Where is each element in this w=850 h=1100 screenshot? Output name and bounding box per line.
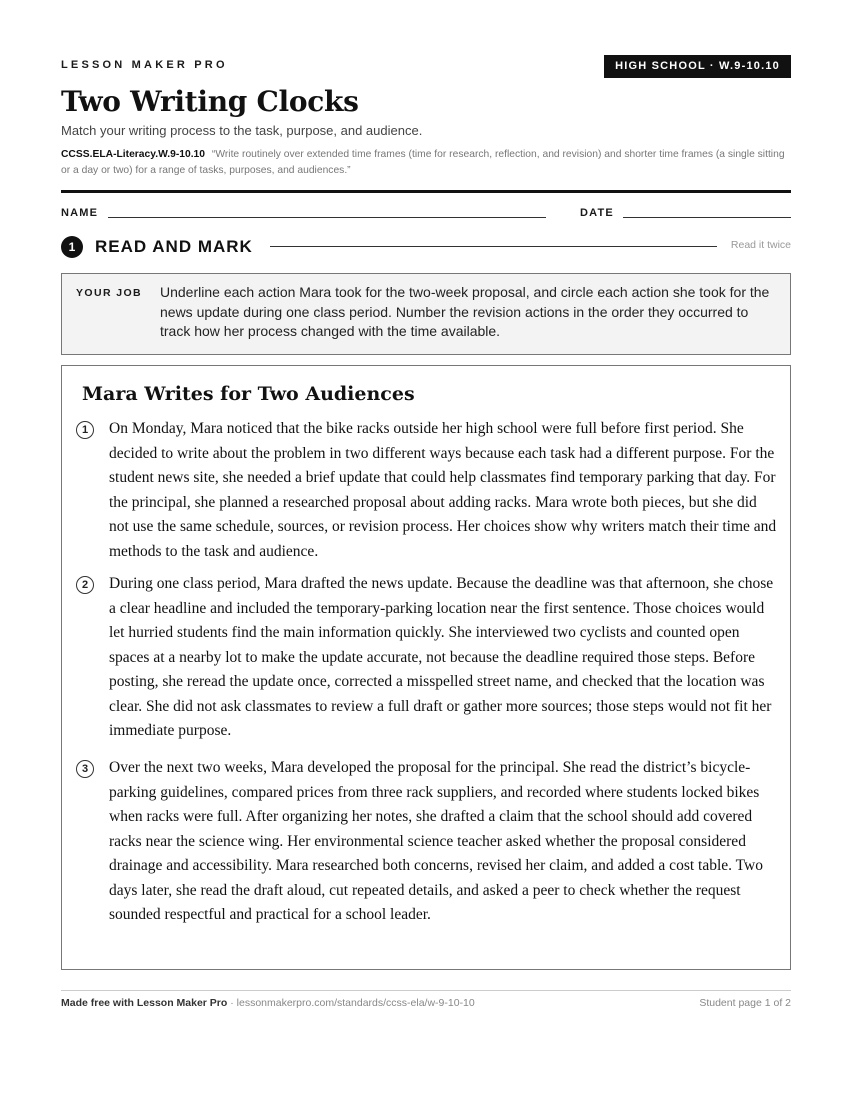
footer-made-with: Made free with Lesson Maker Pro [61, 997, 228, 1009]
page-subtitle: Match your writing process to the task, purpose, and audience. [61, 123, 423, 138]
section-title: READ AND MARK [95, 237, 253, 256]
your-job-text: Underline each action Mara took for the two-week proposal, and circle each action she took for the news update during one class period. Number the revision actions in the order they occurred to track how her process changed with the time available. [160, 284, 770, 339]
page-title: Two Writing Clocks [61, 85, 359, 118]
name-label: NAME [61, 207, 99, 219]
header-divider [61, 190, 791, 193]
paragraph-2 [76, 572, 776, 747]
reading-title: Mara Writes for Two Audiences [82, 383, 415, 405]
paragraph-text[interactable]: Over the next two weeks, Mara developed the proposal for the principal. She read the district’s bicycle-parking guidelines, compared prices from three rack suppliers, and recorded where students locked bikes when racks were full. After organizing her notes, she drafted a claim that the school should add covered racks near the science wing. Her environmental science teacher asked whether the proposal considered drainage and accessibility. Mara researched both concerns, revised her claim, and added a cost table. Two days later, she read the draft aloud, cut repeated details, and asked a peer to check whether the request sounded respectful and practical for a school leader. [109, 759, 763, 923]
paragraph-1 [76, 417, 776, 567]
paragraph-text[interactable]: On Monday, Mara noticed that the bike racks outside her high school were full before first period. She decided to write about the problem in two different ways because each task had a different purpose. For the student news site, she needed a brief update that could help classmates find temporary parking that day. For the principal, she planned a researched proposal about adding racks. Mara wrote both pieces, but she did not use the same schedule, sources, or revision process. Her choices show why writers match their time and methods to the task and audience. [109, 420, 777, 560]
section-divider [270, 246, 717, 247]
section-note: Read it twice [730, 239, 791, 251]
footer-url[interactable]: · lessonmakerpro.com/standards/ccss-ela/w-9-10-10 [227, 997, 475, 1009]
top-bar [61, 55, 791, 78]
reading-passage-box [61, 365, 791, 970]
standard-code: CCSS.ELA-Literacy.W.9-10.10 [61, 149, 206, 160]
footer-page-number: Student page 1 of 2 [699, 997, 791, 1009]
paragraph-3 [76, 756, 776, 956]
paragraph-number: 3 [76, 760, 94, 778]
paragraph-number: 2 [76, 576, 94, 594]
name-field-line[interactable] [108, 217, 546, 218]
paragraph-number: 1 [76, 421, 94, 439]
worksheet-page [61, 0, 791, 1100]
grade-badge: HIGH SCHOOL · W.9-10.10 [604, 55, 791, 78]
standard-text: “Write routinely over extended time frames (time for research, reflection, and revision) and shorter time frames (a single sitting or a day or two) for a range of tasks, purposes, and audiences.” [61, 149, 785, 176]
your-job-label: YOUR JOB [76, 287, 143, 299]
section-read-and-mark [61, 235, 791, 259]
page-footer [61, 997, 791, 1009]
brand-name: LESSON MAKER PRO [61, 59, 228, 71]
your-job-box [61, 273, 791, 355]
standard-citation [61, 147, 791, 179]
date-label: DATE [580, 207, 614, 219]
paragraph-text[interactable]: During one class period, Mara drafted the news update. Because the deadline was that afternoon, she chose a clear headline and included the temporary-parking location near the first sentence. Those choices would let hurried students find the main information quickly. She interviewed two cyclists and counted open spaces at a nearby lot to make the update accurate, not because the deadline required those steps. Before posting, she reread the update once, corrected a misspelled street name, and checked that the location was clear. She did not ask classmates to review a full draft or gather more sources; those steps would not fit her immediate purpose. [109, 575, 774, 739]
date-field-line[interactable] [623, 217, 791, 218]
section-number-badge: 1 [61, 236, 83, 258]
footer-divider [61, 990, 791, 991]
name-date-row [61, 205, 791, 221]
